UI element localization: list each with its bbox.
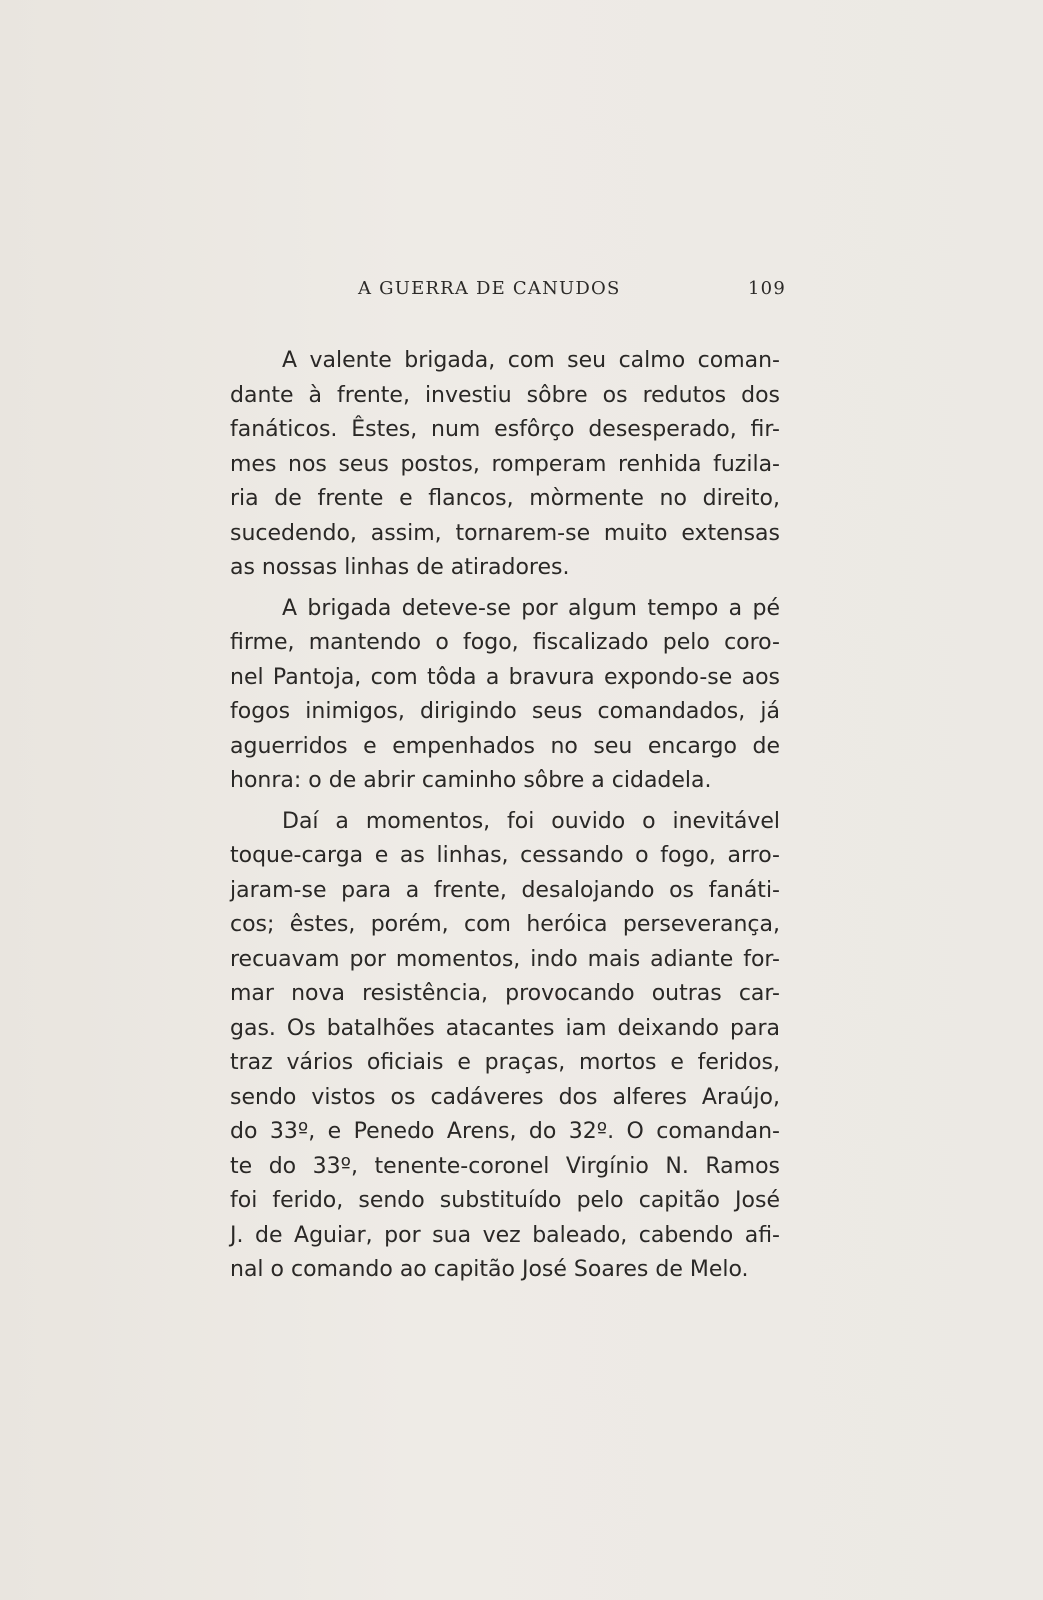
text-line: ria de frente e flancos, mòrmente no direito, [230, 486, 780, 511]
text-line: Daí a momentos, foi ouvido o inevitável [282, 808, 780, 834]
text-line: fogos inimigos, dirigindo seus comandados, já [230, 699, 780, 724]
text-line: gas. Os batalhões atacantes iam deixando para [230, 1015, 780, 1041]
text-line: A brigada deteve-se por algum tempo a pé [282, 595, 780, 621]
running-head [230, 278, 786, 304]
text-line: nal o comando ao capitão José Soares de Melo. [230, 1257, 749, 1282]
text-line: recuavam por momentos, indo mais adiante for- [230, 946, 780, 972]
text-line: dante à frente, investiu sôbre os redutos dos [230, 382, 780, 408]
body-text [230, 344, 780, 1294]
paragraph-1 [230, 344, 780, 586]
text-line: aguerridos e empenhados no seu encargo de [230, 733, 780, 759]
text-line: te do 33º, tenente-coronel Virgínio N. Ramos [230, 1153, 780, 1179]
text-line: nel Pantoja, com tôda a bravura expondo-se aos [230, 664, 780, 690]
text-line: as nossas linhas de atiradores. [230, 555, 570, 580]
text-line: mes nos seus postos, romperam renhida fuzila- [230, 451, 780, 477]
text-line: fanáticos. Êstes, num esfôrço desesperado, fir- [230, 417, 780, 442]
running-title: A GUERRA DE CANUDOS [358, 278, 621, 299]
text-line: cos; êstes, porém, com heróica perseverança, [230, 912, 780, 937]
text-line: jaram-se para a frente, desalojando os fanáti- [230, 877, 780, 903]
text-line: honra: o de abrir caminho sôbre a cidadela. [230, 768, 712, 793]
text-line: J. de Aguiar, por sua vez baleado, cabendo afi- [230, 1222, 780, 1248]
text-line: mar nova resistência, provocando outras car- [230, 981, 780, 1006]
paragraph-2 [230, 592, 780, 799]
text-line: traz vários oficiais e praças, mortos e feridos, [230, 1050, 780, 1075]
text-line: do 33º, e Penedo Arens, do 32º. O comandan- [230, 1119, 780, 1144]
text-line: sucedendo, assim, tornarem-se muito extensas [230, 520, 780, 546]
page-number: 109 [748, 278, 786, 299]
paragraph-3 [230, 805, 780, 1288]
text-line: firme, mantendo o fogo, fiscalizado pelo coro- [230, 630, 780, 655]
text-line: sendo vistos os cadáveres dos alferes Araújo, [230, 1084, 780, 1110]
text-line: A valente brigada, com seu calmo coman- [282, 348, 780, 373]
text-line: toque-carga e as linhas, cessando o fogo, arro- [230, 843, 780, 868]
text-line: foi ferido, sendo substituído pelo capitão José [230, 1188, 780, 1213]
